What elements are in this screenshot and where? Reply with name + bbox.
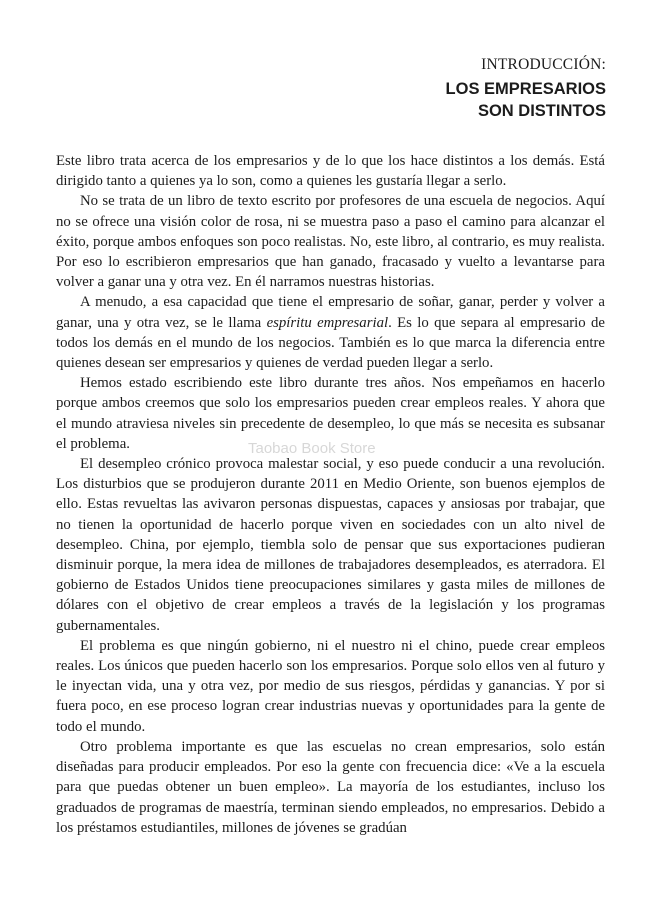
paragraph-3-emphasis: espíritu empresarial	[266, 314, 389, 331]
paragraph-6: El problema es que ningún gobierno, ni el nuestro ni el chino, puede crear empleos reales. Los únicos que pueden hacerlo son los empresarios. Porque solo ellos ven al futuro y le inyectan vida, una y otra vez, por medio de sus riesgos, pérdidas y ganancias. Y por si fuera poco, en ese proceso logran crear industrias nuevas y oportunidades para la gente de todo el mundo.	[56, 637, 605, 735]
paragraph-3	[56, 292, 605, 373]
paragraph-3-after: . Es lo que separa al empresario de todos los demás en el mundo de los negocios. También es lo que marca la diferencia entre quienes desean ser empresarios y quienes de verdad pueden llegar a serlo.	[56, 314, 606, 372]
paragraph-4: Hemos estado escribiendo este libro durante tres años. Nos empeñamos en hacerlo porque ambos creemos que solo los empresarios pueden crear empleos reales. Y ahora que el mundo atraviesa niveles sin precedente de desempleo, lo que más se necesita es subsanar el problema.	[56, 375, 605, 452]
chapter-title-line-2: SON DISTINTOS	[477, 102, 606, 120]
paragraph-3-before: A menudo, a esa capacidad que tiene el empresario de soñar, ganar, perder y volver a ganar, una y otra vez, se le llama	[56, 294, 605, 331]
body-text	[56, 151, 605, 838]
chapter-title-line-1: LOS EMPRESARIOS	[445, 80, 606, 98]
paragraph-7: Otro problema importante es que las escuelas no crean empresarios, solo están diseñadas para producir empleados. Por eso la gente con frecuencia dice: «Ve a la escuela para que puedas obtener un buen empleo». La mayoría de los estudiantes, incluso los graduados de programas de maestría, terminan siendo empleados, no empresarios. Debido a los préstamos estudiantiles, millones de jóvenes se gradúan	[56, 738, 605, 836]
paragraph-2: No se trata de un libro de texto escrito por profesores de una escuela de negocios. Aquí no se ofrece una visión color de rosa, ni se muestra paso a paso el camino para alcanzar el éxito, porque ambos enfoques son poco realistas. No, este libro, al contrario, es muy realista. Por eso lo escribieron empresarios que han ganado, fracasado y vuelto a levantarse para volver a ganar una y otra vez. En él narramos nuestras historias.	[56, 193, 605, 291]
chapter-title	[446, 78, 606, 122]
paragraph-5: El desempleo crónico provoca malestar social, y eso puede conducir a una revolución. Los disturbios que se produjeron durante 2011 en Medio Oriente, son buenos ejemplos de ello. Estas revueltas las avivaron personas dispuestas, capaces y ansiosas por trabajar, que no tienen la oportunidad de hacerlo porque viven en sociedades con un alto nivel de desempleo. China, por ejemplo, tiembla solo de pensar que sus exportaciones pudieran disminuir porque, la mera idea de millones de trabajadores desempleados, es aterradora. El gobierno de Estados Unidos tiene preocupaciones similares y gasta miles de millones de dólares con el objetivo de crear empleos a través de la legislación y los programas gubernamentales.	[56, 456, 605, 634]
paragraph-1: Este libro trata acerca de los empresarios y de lo que los hace distintos a los demás. Está dirigido tanto a quienes ya lo son, como a quienes les gustaría llegar a serlo.	[56, 153, 605, 190]
watermark: Taobao Book Store	[248, 440, 376, 457]
chapter-label: INTRODUCCIÓN:	[481, 56, 606, 73]
